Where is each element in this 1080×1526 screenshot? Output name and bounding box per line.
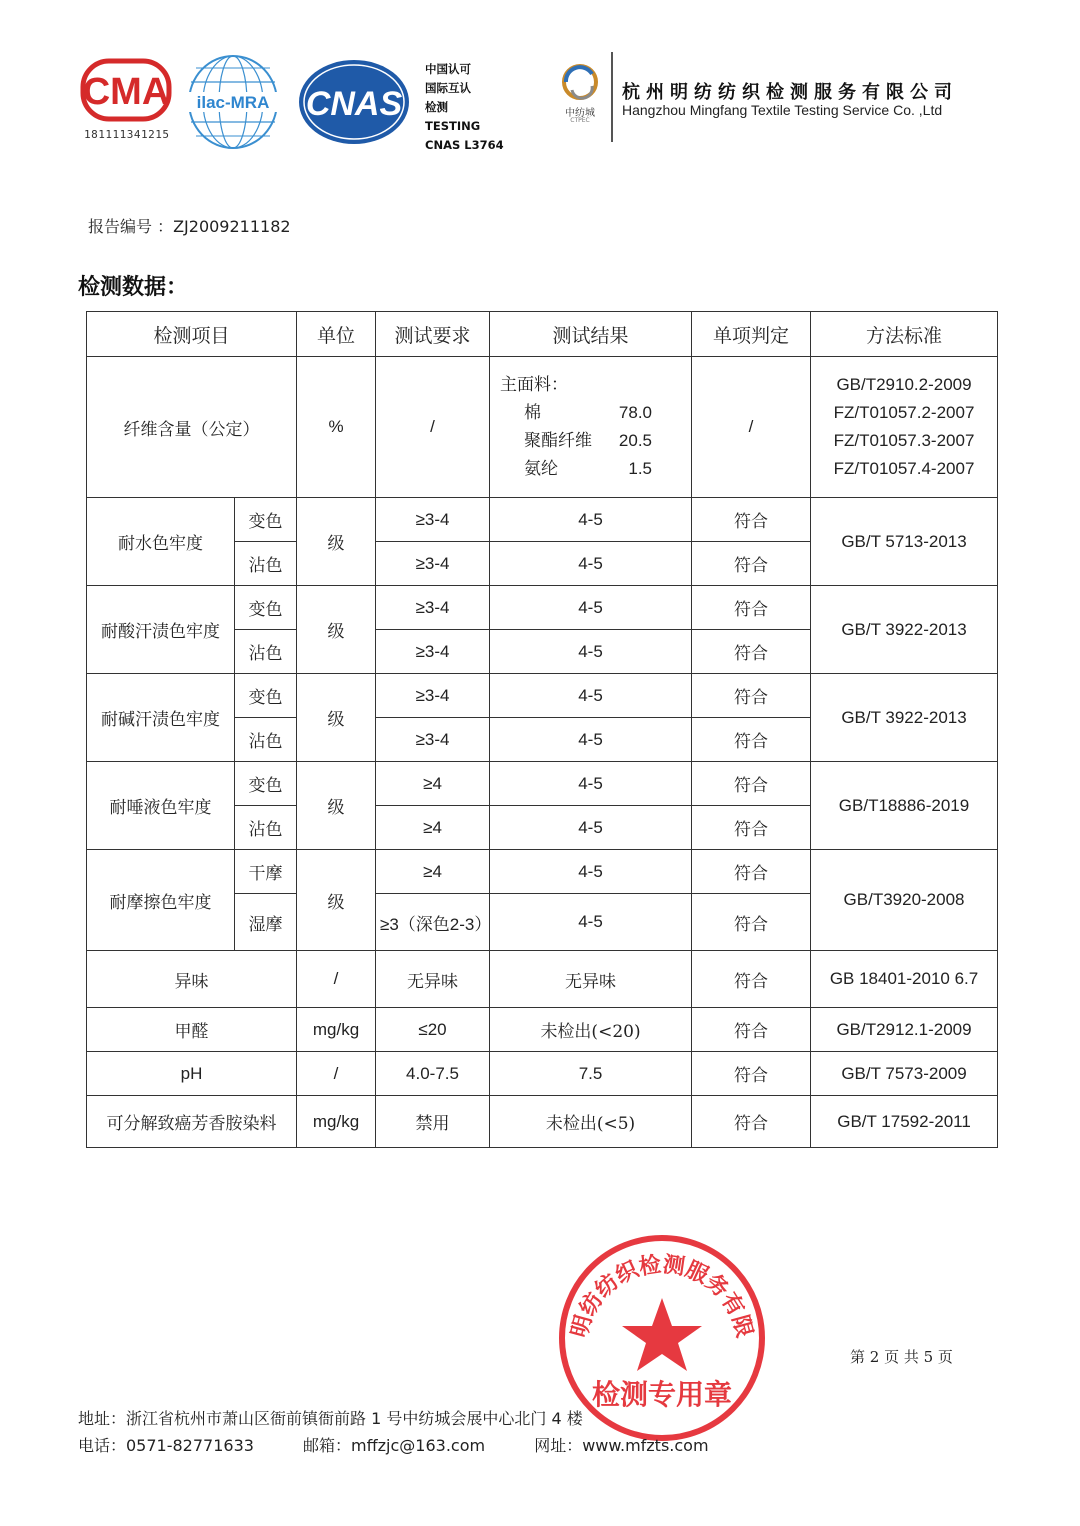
fiber-composition-cell	[490, 357, 692, 498]
sub-item: 沾色	[235, 806, 297, 850]
standard-cell	[811, 357, 998, 498]
col-header: 测试结果	[490, 312, 692, 357]
sub-item: 沾色	[235, 630, 297, 674]
requirement-cell: 4.0-7.5	[376, 1052, 490, 1096]
table-row	[87, 951, 998, 1008]
judgement-cell: 符合	[692, 630, 811, 674]
cnas-line: 检测	[425, 100, 448, 114]
header-divider	[611, 52, 613, 142]
fiber-percent: 78.0	[618, 403, 653, 422]
cnas-mark-icon	[296, 58, 412, 146]
requirement-cell: ≥3-4	[376, 542, 490, 586]
test-item: 可分解致癌芳香胺染料	[87, 1096, 297, 1148]
table-row	[87, 762, 998, 806]
unit-cell: 级	[297, 586, 376, 674]
company-name-cn: 杭州明纺纺织检测服务有限公司	[622, 82, 958, 103]
seal-bottom-text: 检测专用章	[591, 1378, 733, 1411]
ilac-mra-logo	[186, 52, 280, 152]
result-cell: 4-5	[490, 630, 692, 674]
standard-cell: GB/T 3922-2013	[811, 586, 998, 674]
fiber-name: 氨纶	[524, 459, 559, 479]
test-item: 耐摩擦色牢度	[87, 850, 235, 951]
fabric-label: 主面料：	[500, 375, 569, 395]
cma-registration-number: 181111341215	[84, 128, 170, 141]
test-item: 耐酸汗渍色牢度	[87, 586, 235, 674]
ilac-logo-text: ilac-MRA	[196, 93, 270, 112]
col-header: 检测项目	[87, 312, 297, 357]
test-item: 耐碱汗渍色牢度	[87, 674, 235, 762]
test-item: 耐唾液色牢度	[87, 762, 235, 850]
standard-line: FZ/T01057.3-2007	[833, 431, 975, 450]
result-cell: 4-5	[490, 674, 692, 718]
standard-line: GB/T2910.2-2009	[836, 375, 972, 394]
judgement-cell: 符合	[692, 1008, 811, 1052]
col-header: 单项判定	[692, 312, 811, 357]
cnas-logo-text: CNAS	[305, 85, 403, 123]
standard-cell: GB/T 7573-2009	[811, 1052, 998, 1096]
unit-cell: /	[297, 951, 376, 1008]
composition-row	[500, 399, 687, 427]
table-row	[87, 674, 998, 718]
fiber-name: 棉	[524, 403, 542, 423]
requirement-cell: ≥3-4	[376, 498, 490, 542]
report-header	[0, 0, 1080, 170]
requirement-cell: ≥3-4	[376, 718, 490, 762]
unit-cell: 级	[297, 850, 376, 951]
cma-logo	[80, 56, 175, 146]
footer	[78, 1406, 978, 1456]
col-header: 测试要求	[376, 312, 490, 357]
footer-phone: 电话：0571-82771633	[78, 1436, 254, 1455]
table-row	[87, 1052, 998, 1096]
cnas-logo	[296, 58, 412, 146]
judgement-cell: 符合	[692, 762, 811, 806]
fiber-percent: 1.5	[628, 459, 653, 478]
judgement-cell: 符合	[692, 586, 811, 630]
ctpec-logo	[552, 60, 608, 130]
ctpec-swirl-icon	[552, 60, 608, 104]
result-cell: 4-5	[490, 586, 692, 630]
table-row	[87, 357, 998, 498]
sub-item: 沾色	[235, 542, 297, 586]
result-cell: 7.5	[490, 1052, 692, 1096]
judgement-cell: 符合	[692, 674, 811, 718]
company-name-en: Hangzhou Mingfang Textile Testing Service Co. ,Ltd	[622, 102, 943, 118]
cnas-line: CNAS L3764	[425, 138, 504, 152]
judgement-cell: 符合	[692, 542, 811, 586]
unit-cell: /	[297, 1052, 376, 1096]
requirement-cell: ≥4	[376, 850, 490, 894]
cnas-line: TESTING	[425, 119, 481, 133]
cnas-line: 中国认可	[425, 62, 471, 76]
requirement-cell: ≥3（深色2-3）	[376, 894, 490, 951]
footer-website: 网址：www.mfzts.com	[534, 1436, 709, 1455]
composition-row	[500, 427, 687, 455]
cma-mark-icon	[80, 58, 172, 122]
test-item: 耐水色牢度	[87, 498, 235, 586]
standard-cell: GB 18401-2010 6.7	[811, 951, 998, 1008]
ctpec-name: 中纺城	[565, 108, 595, 119]
test-data-table-wrap	[86, 311, 997, 1148]
result-cell: 4-5	[490, 542, 692, 586]
standard-cell: GB/T 5713-2013	[811, 498, 998, 586]
result-cell: 4-5	[490, 762, 692, 806]
footer-email: 邮箱：mffzjc@163.com	[303, 1436, 486, 1455]
test-data-table	[86, 311, 998, 1148]
sub-item: 干摩	[235, 850, 297, 894]
unit-cell: %	[297, 357, 376, 498]
col-header: 方法标准	[811, 312, 998, 357]
requirement-cell: /	[376, 357, 490, 498]
result-cell: 4-5	[490, 498, 692, 542]
requirement-cell: ≥3-4	[376, 630, 490, 674]
sub-item: 变色	[235, 762, 297, 806]
standard-cell: GB/T3920-2008	[811, 850, 998, 951]
judgement-cell: 符合	[692, 951, 811, 1008]
result-cell: 未检出(<5)	[490, 1096, 692, 1148]
judgement-cell: /	[692, 357, 811, 498]
sub-item: 湿摩	[235, 894, 297, 951]
standard-cell: GB/T18886-2019	[811, 762, 998, 850]
cnas-line: 国际互认	[425, 81, 471, 95]
judgement-cell: 符合	[692, 850, 811, 894]
judgement-cell: 符合	[692, 718, 811, 762]
section-title: 检测数据：	[78, 275, 189, 300]
table-header-row	[87, 312, 998, 357]
cma-logo-text: CMA	[82, 71, 170, 113]
result-cell: 无异味	[490, 951, 692, 1008]
standard-line: FZ/T01057.2-2007	[833, 403, 975, 422]
requirement-cell: ≥3-4	[376, 674, 490, 718]
standard-cell: GB/T 3922-2013	[811, 674, 998, 762]
judgement-cell: 符合	[692, 806, 811, 850]
requirement-cell: 无异味	[376, 951, 490, 1008]
table-row	[87, 1096, 998, 1148]
unit-cell: 级	[297, 498, 376, 586]
judgement-cell: 符合	[692, 894, 811, 951]
fiber-name: 聚酯纤维	[524, 431, 593, 451]
table-row	[87, 498, 998, 542]
seal-ring-text: 明纺纺织检测服务有限	[566, 1251, 758, 1341]
footer-address: 地址：浙江省杭州市萧山区衙前镇衙前路 1 号中纺城会展中心北门 4 楼	[78, 1409, 583, 1428]
ilac-globe-icon	[186, 52, 280, 152]
requirement-cell: ≥3-4	[376, 586, 490, 630]
test-item: 纤维含量（公定）	[87, 357, 297, 498]
composition-row	[500, 455, 687, 483]
result-cell: 4-5	[490, 894, 692, 951]
col-header: 单位	[297, 312, 376, 357]
sub-item: 变色	[235, 674, 297, 718]
unit-cell: 级	[297, 674, 376, 762]
requirement-cell: ≥4	[376, 762, 490, 806]
judgement-cell: 符合	[692, 498, 811, 542]
requirement-cell: ≤20	[376, 1008, 490, 1052]
sub-item: 变色	[235, 498, 297, 542]
test-item: pH	[87, 1052, 297, 1096]
table-row	[87, 1008, 998, 1052]
requirement-cell: 禁用	[376, 1096, 490, 1148]
result-cell: 4-5	[490, 718, 692, 762]
standard-cell: GB/T2912.1-2009	[811, 1008, 998, 1052]
cnas-accreditation-text	[425, 60, 545, 155]
requirement-cell: ≥4	[376, 806, 490, 850]
unit-cell: mg/kg	[297, 1096, 376, 1148]
report-number: 报告编号 ：ZJ2009211182	[88, 217, 291, 236]
unit-cell: mg/kg	[297, 1008, 376, 1052]
unit-cell: 级	[297, 762, 376, 850]
table-row	[87, 586, 998, 630]
footer-contacts	[78, 1433, 978, 1456]
result-cell: 4-5	[490, 850, 692, 894]
sub-item: 沾色	[235, 718, 297, 762]
test-item: 异味	[87, 951, 297, 1008]
ctpec-subname: CTPEC	[570, 117, 590, 124]
judgement-cell: 符合	[692, 1052, 811, 1096]
judgement-cell: 符合	[692, 1096, 811, 1148]
page-number: 第 2 页 共 5 页	[850, 1348, 953, 1366]
result-cell: 4-5	[490, 806, 692, 850]
result-cell: 未检出(<20)	[490, 1008, 692, 1052]
fiber-percent: 20.5	[618, 431, 653, 450]
sub-item: 变色	[235, 586, 297, 630]
table-row	[87, 850, 998, 894]
standard-line: FZ/T01057.4-2007	[833, 459, 975, 478]
standard-cell: GB/T 17592-2011	[811, 1096, 998, 1148]
test-item: 甲醛	[87, 1008, 297, 1052]
